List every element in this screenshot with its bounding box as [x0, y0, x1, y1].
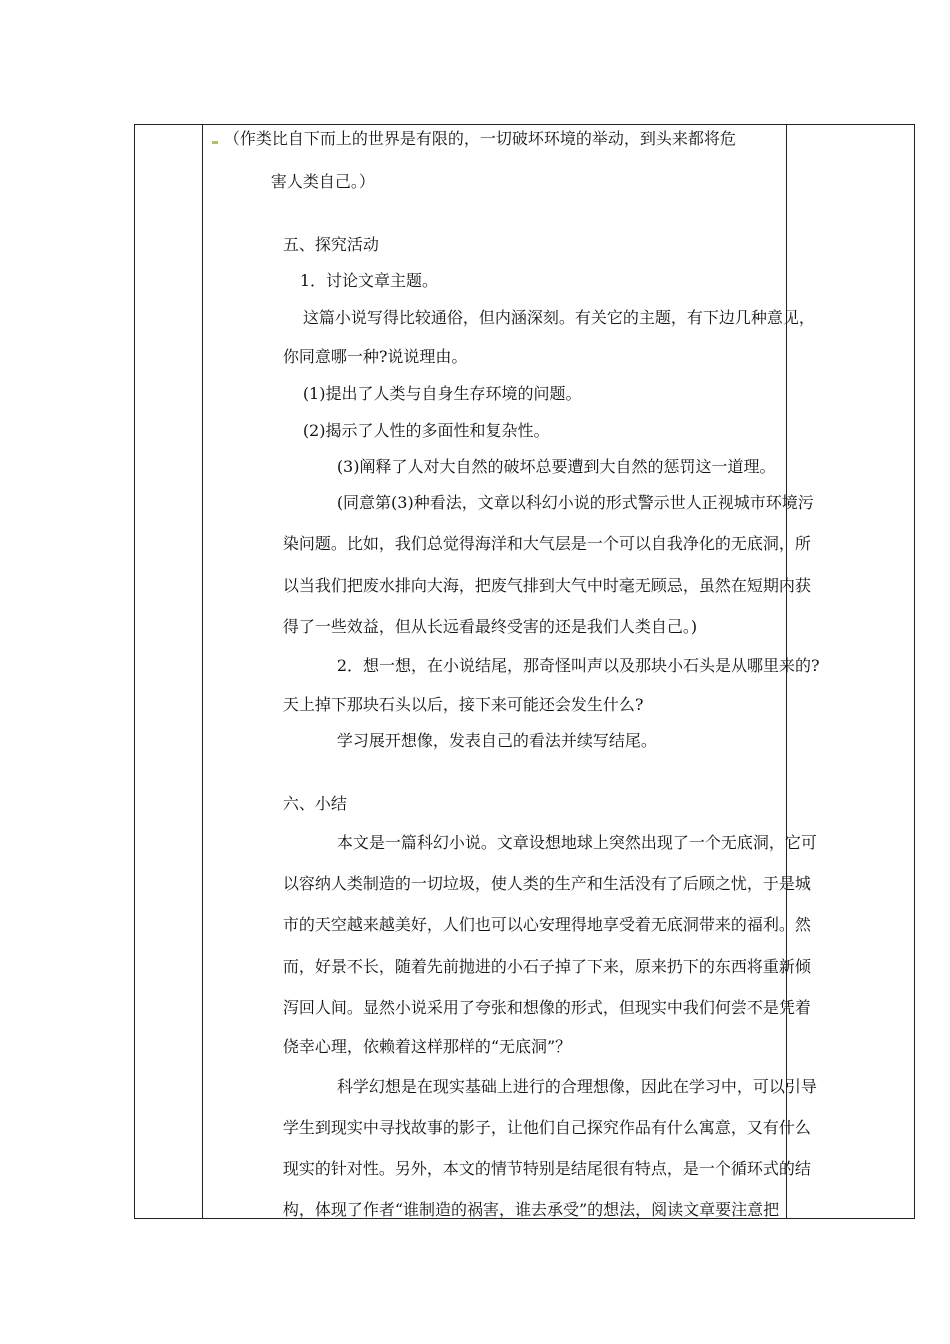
lesson-table [134, 124, 915, 1219]
summary-p1-line-1: 本文是一篇科幻小说。文章设想地球上突然出现了一个无底洞，它可 [336, 833, 817, 852]
item1-title: 1．讨论文章主题。 [299, 271, 438, 290]
intro-line-1: （作类比自下而上的世界是有限的，一切破坏环境的举动，到头来都将危 [211, 129, 736, 149]
summary-p2-line-3: 现实的针对性。另外，本文的情节特别是结尾很有特点，是一个循环式的结 [282, 1159, 811, 1178]
marker-icon [212, 141, 218, 144]
item2-line-1: 2．想一想，在小说结尾，那奇怪叫声以及那块小石头是从哪里来的? [336, 656, 820, 675]
option-1: (1)提出了人类与自身生存环境的问题。 [302, 384, 582, 403]
answer-line-4: 得了一些效益，但从长远看最终受害的还是我们人类自己。) [282, 617, 698, 636]
answer-line-1: (同意第(3)种看法，文章以科幻小说的形式警示世人正视城市环境污 [336, 493, 814, 512]
summary-p1-line-5: 泻回人间。显然小说采用了夸张和想像的形式，但现实中我们何尝不是凭着 [282, 998, 811, 1017]
summary-p1-line-3: 市的天空越来越美好，人们也可以心安理得地享受着无底洞带来的福利。然 [282, 915, 811, 934]
intro-line-2: 害人类自己。） [270, 172, 375, 191]
content-column [202, 125, 820, 1219]
summary-p1-line-6: 侥幸心理，依赖着这样那样的“无底洞”？ [282, 1037, 572, 1056]
item2-line-2: 天上掉下那块石头以后，接下来可能还会发生什么? [282, 695, 644, 714]
item1-paragraph-line-2: 你同意哪一种?说说理由。 [282, 347, 468, 366]
section6-heading: 六、小结 [282, 794, 347, 813]
answer-line-2: 染问题。比如，我们总觉得海洋和大气层是一个可以自我净化的无底洞，所 [282, 534, 811, 553]
item1-paragraph-line-1: 这篇小说写得比较通俗，但内涵深刻。有关它的主题，有下边几种意见， [302, 308, 815, 327]
left-column [135, 125, 203, 1219]
summary-p2-line-2: 学生到现实中寻找故事的影子，让他们自己探究作品有什么寓意，又有什么 [282, 1118, 811, 1137]
option-2: (2)揭示了人性的多面性和复杂性。 [302, 421, 550, 440]
summary-p1-line-4: 而，好景不长，随着先前抛进的小石子掉了下来，原来扔下的东西将重新倾 [282, 957, 811, 976]
summary-p2-line-4: 构，体现了作者“谁制造的祸害，谁去承受”的想法，阅读文章要注意把 [282, 1200, 780, 1219]
answer-line-3: 以当我们把废水排向大海，把废气排到大气中时毫无顾忌，虽然在短期内获 [282, 576, 811, 595]
option-3: (3)阐释了人对大自然的破坏总要遭到大自然的惩罚这一道理。 [336, 457, 776, 476]
summary-p1-line-2: 以容纳人类制造的一切垃圾，使人类的生产和生活没有了后顾之忧，于是城 [282, 874, 811, 893]
item2-line-3: 学习展开想像，发表自己的看法并续写结尾。 [336, 731, 657, 750]
section5-heading: 五、探究活动 [282, 235, 379, 254]
summary-p2-line-1: 科学幻想是在现实基础上进行的合理想像，因此在学习中，可以引导 [336, 1077, 817, 1096]
